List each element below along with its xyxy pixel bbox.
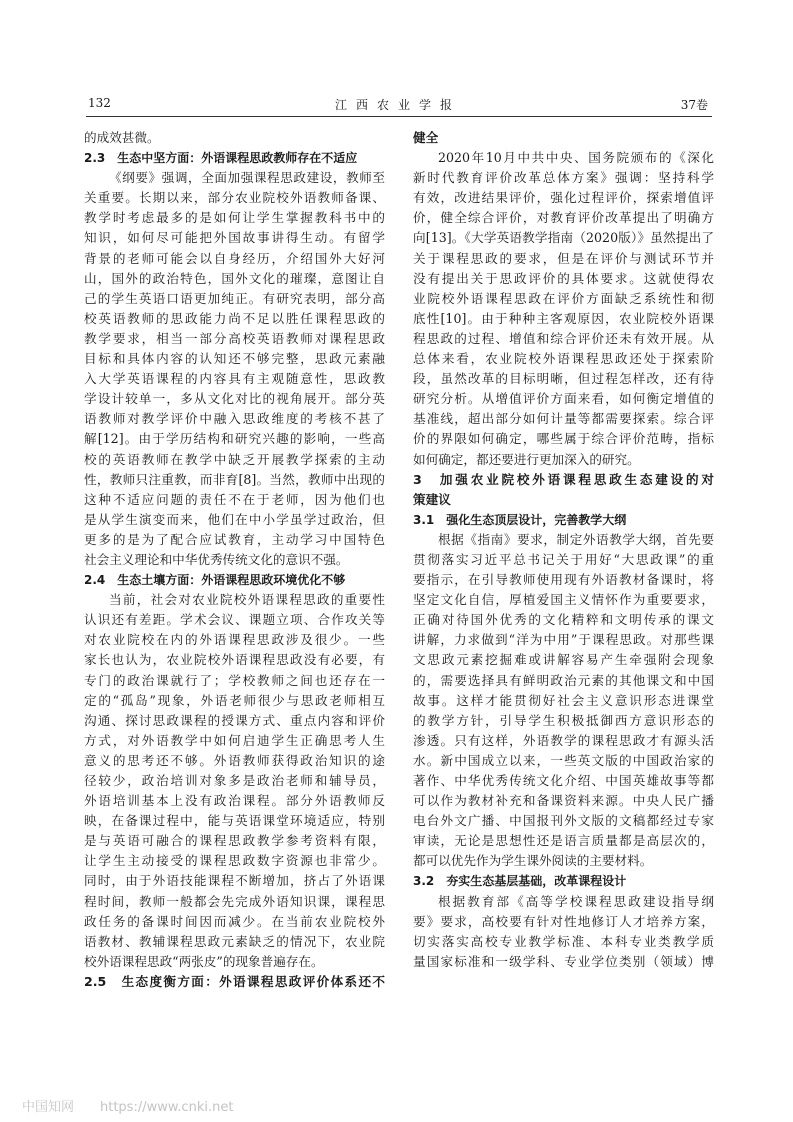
text-line: 可以作为教材补充和备课资料来源。中央人民广播 [413,793,714,809]
text-line: 文思政元素挖掘难或讲解容易产生牵强附会现象 [413,652,714,668]
text-line: 量国家标准和一级学科、专业学位类别（领域）博 [413,953,714,969]
text-line: 切实落实高校专业教学标准、本科专业类教学质 [413,933,714,949]
text-line: 讲解，力求做到“洋为中用”于课程思政。对那些课 [413,632,714,648]
text-line: 渗透。只有这样，外语教学的课程思政才有源头活 [413,732,714,748]
text-line: 更多的是为了配合应试教育，主动学习中国特色 [84,531,385,547]
text-line: 故事。这样才能贯彻好社会主义意识形态进课堂 [413,692,714,708]
cnki-watermark: 中国知网 https://www.cnki.net [22,1100,234,1115]
text-line: 认识还有差距。学术会议、课题立项、合作攻关等 [84,612,385,628]
text-line: 校英语教师的思政能力尚不足以胜任课程思政的 [84,310,385,326]
right-column [413,128,714,972]
section-heading: 健全 [413,130,439,145]
text-line: 电台外文广播、中国报刊外文版的文稿都经过专家 [413,813,714,829]
text-line: 价，健全综合评价，对教育评价改革提出了明确方 [413,210,714,226]
text-line: 没有提出关于思政评价的具体要求。这就使得农 [413,270,714,286]
left-column [84,128,385,992]
text-line: 新时代教育评价改革总体方案》强调：坚持科学 [413,170,714,186]
text-line: 背景的老师可能会以自身经历，介绍国外大好河 [84,250,385,266]
text-line: 向[13]。《大学英语教学指南（2020版）》虽然提出了 [413,230,714,246]
section-heading: 3.1 强化生态顶层设计，完善教学大纲 [413,512,627,527]
text-line: 水。新中国成立以来，一些英文版的中国政治家的 [413,752,714,768]
text-line: 映，在备课过程中，能与英语课堂环境适应，特别 [84,813,385,829]
text-line: 基准线，超出部分如何计量等都需要探索。综合评 [413,411,714,427]
text-line: 有效，改进结果评价，强化过程评价，探索增值评 [413,190,714,206]
volume-label: 37卷 [680,98,708,112]
text-line: 方式，对外语教学中如何启迪学生正确思考人生 [84,732,385,748]
text-line: 家长也认为，农业院校外语课程思政没有必要，有 [84,652,385,668]
text-line: 的教学方针，引导学生积极抵御西方意识形态的 [413,712,714,728]
text-line: 价的界限如何确定，哪些属于综合评价范畴，指标 [413,431,714,447]
section-heading: 策建议 [413,491,451,507]
text-line: 著作、中华优秀传统文化介绍、中国英雄故事等都 [413,773,714,788]
header-rule [86,116,712,117]
text-line: 这种不适应问题的责任不在于老师，因为他们也 [84,491,385,507]
text-line: 定的“孤岛”现象，外语老师很少与思政老师相互 [84,692,385,708]
text-line: 正确对待国外优秀的文化精粹和文明传承的课文 [413,612,714,628]
running-header [88,94,708,116]
text-line: 总体来看，农业院校外语课程思政还处于探索阶 [413,351,714,367]
text-line: 己的学生英语口语更加纯正。有研究表明，部分高 [84,290,385,306]
text-line: 对农业院校在内的外语课程思政涉及很少。一些 [84,632,385,648]
text-line: 教学要求，相当一部分高校英语教师对课程思政 [84,330,385,346]
text-line: 如何确定，都还要进行更加深入的研究。 [413,451,640,467]
text-line: 校外语课程思政“两张皮”的现象普遍存在。 [84,953,324,969]
text-line: 校的英语教师在教学中缺乏开展教学探索的主动 [84,451,385,467]
text-line: 关于课程思政的要求，但是在评价与测试环节并 [413,250,714,266]
page-number: 132 [88,96,111,110]
text-line: 目标和具体内容的认知还不够完整，思政元素融 [84,351,385,367]
text-line: 让学生主动接受的课程思政数字资源也非常少。 [84,853,385,869]
text-line: 学设计较单一，多从文化对比的视角展开。部分英 [84,391,385,407]
text-line: 《纲要》强调，全面加强课程思政建设，教师至 [109,170,385,186]
section-heading: 3 加强农业院校外语课程思政生态建设的对 [413,471,714,487]
text-line: 知识，如何尽可能把外国故事讲得生动。有留学 [84,230,385,246]
text-line: 同时，由于外语技能课程不断增加，挤占了外语课 [84,873,385,889]
text-line: 专门的政治课就行了；学校教师之间也还存在一 [84,672,385,688]
text-line: 解[12]。由于学历结构和研究兴趣的影响，一些高 [84,431,385,447]
section-heading: 2.4 生态土壤方面：外语课程思政环境优化不够 [84,573,346,588]
text-line: 是与英语可融合的课程思政教学参考资料有限， [84,833,385,849]
text-line: 山，国外的政治特色，国外文化的璀璨，意图让自 [84,270,385,286]
text-line: 当前，社会对农业院校外语课程思政的重要性 [109,592,385,608]
text-line: 意义的思考还不够。外语教师获得政治知识的途 [84,752,385,768]
text-line: 外语培训基本上没有政治课程。部分外语教师反 [84,793,385,809]
text-line: 径较少，政治培训对象多是政治老师和辅导员， [84,773,385,788]
text-line: 程思政的过程、增值和综合评价还未有效开展。从 [413,330,714,346]
text-line: 2020年10月中共中央、国务院颁布的《深化 [438,150,714,166]
text-line: 的，需要选择具有鲜明政治元素的其他课文和中国 [413,672,714,688]
text-line: 研究分析。从增值评价方面来看，如何衡定增值的 [413,391,714,407]
text-line: 坚定文化自信，厚植爱国主义情怀作为重要要求， [413,592,714,608]
text-line: 底性[10]。由于种种主客观原因，农业院校外语课 [413,310,714,326]
text-line: 语教师对教学评价中融入思政维度的考核不甚了 [84,411,385,427]
text-line: 社会主义理论和中华优秀传统文化的意识不强。 [84,551,349,567]
text-line: 的成效甚微。 [84,130,160,145]
section-heading: 2.5 生态度衡方面：外语课程思政评价体系还不 [84,973,385,989]
text-line: 根据教育部《高等学校课程思政建设指导纲 [438,893,714,909]
text-line: 是从学生演变而来，他们在中小学虽学过政治，但 [84,511,385,527]
text-line: 语教材、教辅课程思政元素缺乏的情况下，农业院 [84,933,385,949]
text-line: 程时间，教师一般都会先完成外语知识课，课程思 [84,893,385,909]
text-line: 性，教师只注重教，而非育[8]。当然，教师中出现的 [84,471,385,487]
journal-title: 江西农业学报 [334,98,461,112]
text-line: 段，虽然改革的目标明晰，但过程怎样改，还有待 [413,371,714,387]
text-line: 都可以优先作为学生课外阅读的主要材料。 [413,853,653,869]
text-line: 贯彻落实习近平总书记关于用好“大思政课”的重 [413,551,714,567]
section-heading: 3.2 夯实生态基层基础，改革课程设计 [413,874,627,889]
text-line: 业院校外语课程思政在评价方面缺乏系统性和彻 [413,290,714,306]
text-line: 关重要。长期以来，部分农业院校外语教师备课、 [84,190,385,206]
section-heading: 2.3 生态中坚方面：外语课程思政教师存在不适应 [84,151,358,166]
text-line: 教学时考虑最多的是如何让学生掌握教科书中的 [84,210,385,226]
text-line: 入大学英语课程的内容具有主观随意性，思政教 [84,371,385,387]
text-line: 政任务的备课时间因而减少。在当前农业院校外 [84,913,385,929]
text-line: 沟通、探讨思政课程的授课方式、重点内容和评价 [84,712,385,728]
text-line: 要》要求，高校要有针对性地修订人才培养方案， [413,913,714,929]
text-line: 要指示，在引导教师使用现有外语教材备课时，将 [413,572,714,588]
text-line: 审读，无论是思想性还是语言质量都是高层次的， [413,833,714,849]
text-line: 根据《指南》要求，制定外语教学大纲，首先要 [438,531,714,547]
